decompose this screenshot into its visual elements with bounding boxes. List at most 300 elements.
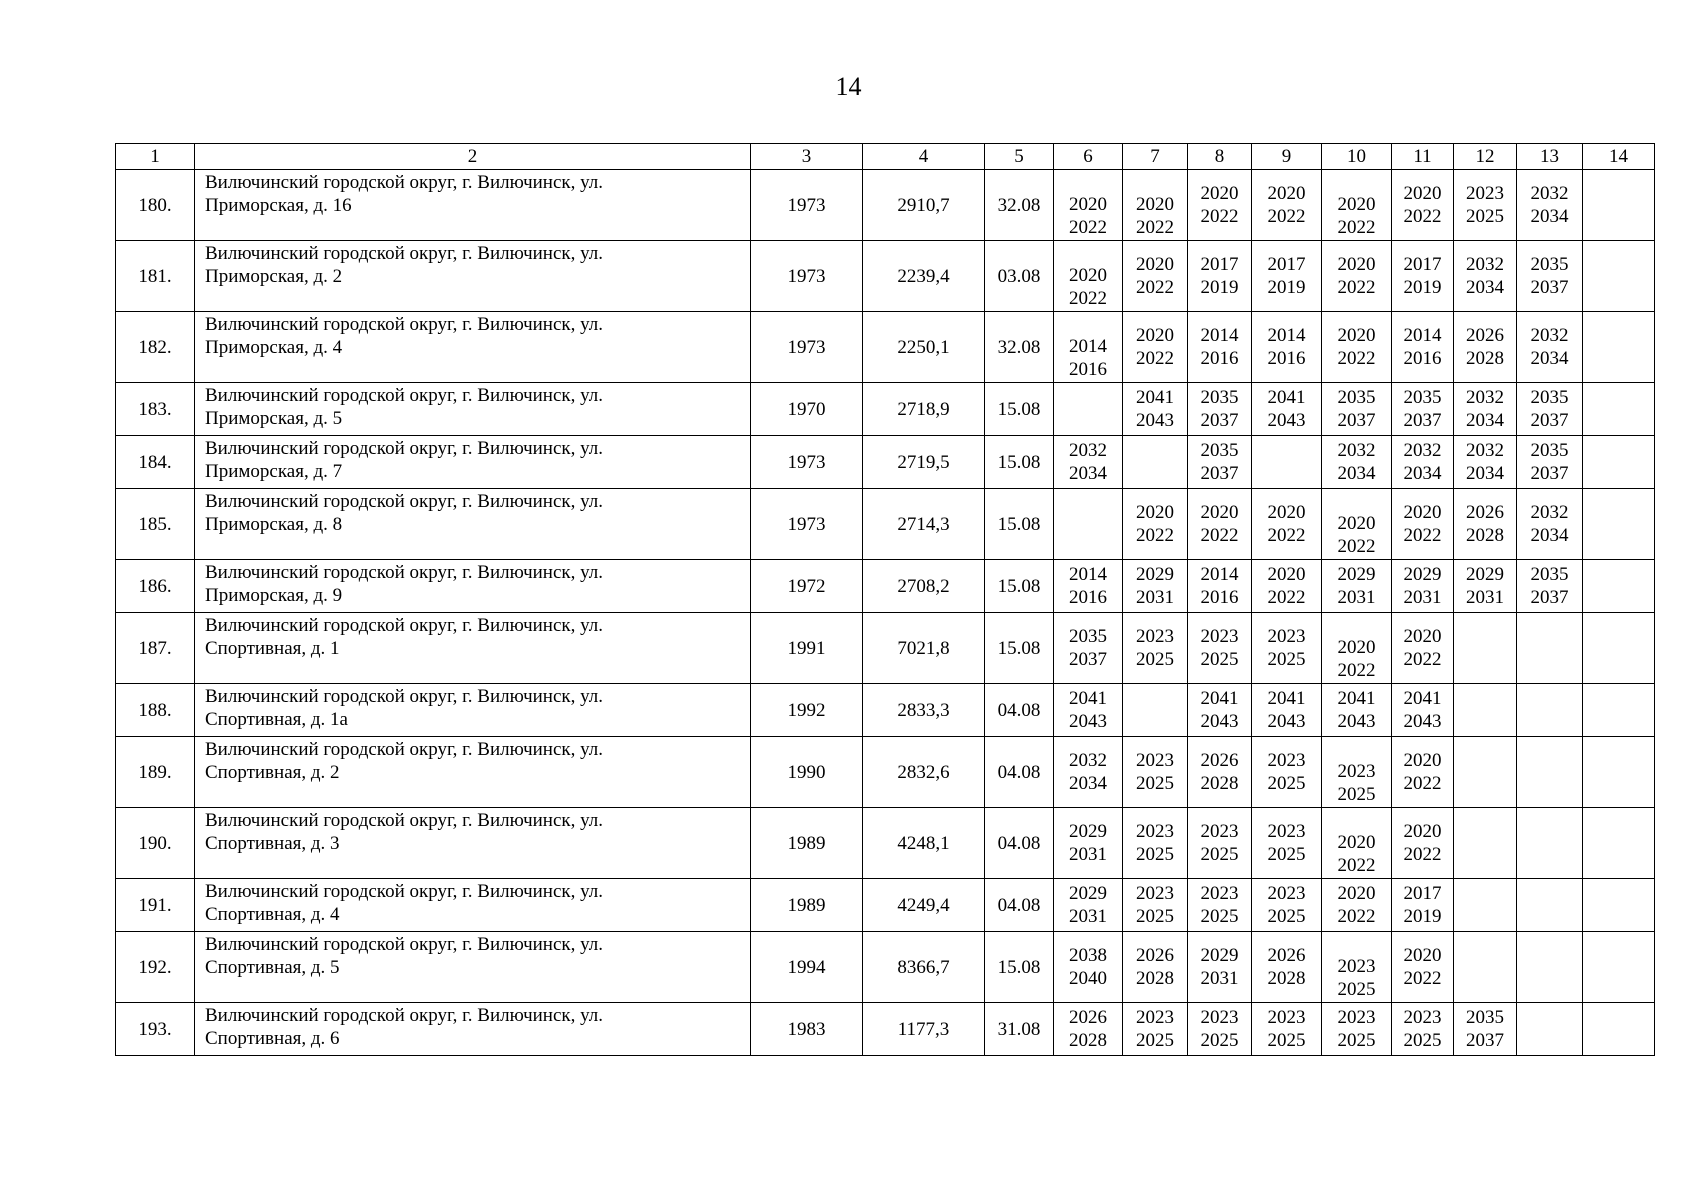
period-cell-7 bbox=[1123, 1003, 1188, 1056]
period-end: 2022 bbox=[1403, 525, 1442, 546]
period-end: 2034 bbox=[1530, 206, 1569, 227]
column-header: 7 bbox=[1123, 144, 1188, 170]
address-line-1: Вилючинский городской округ, г. Вилючинск, ул. bbox=[205, 172, 604, 193]
period-start: 2020 bbox=[1337, 513, 1376, 534]
period-start: 2041 bbox=[1337, 688, 1376, 709]
address-line-2: Приморская, д. 16 bbox=[205, 195, 352, 216]
address-line-1: Вилючинский городской округ, г. Вилючинск, ул. bbox=[205, 314, 604, 335]
period-end: 2037 bbox=[1403, 410, 1442, 431]
period-start: 2041 bbox=[1267, 387, 1306, 408]
period-cell-11 bbox=[1392, 170, 1454, 241]
period-cell-6 bbox=[1054, 436, 1123, 489]
period-cell-14 bbox=[1583, 560, 1655, 613]
period-cell-10 bbox=[1322, 170, 1392, 241]
period-start: 2032 bbox=[1069, 440, 1107, 461]
period-cell-11 bbox=[1392, 932, 1454, 1003]
period-cell-7 bbox=[1123, 879, 1188, 932]
period-start: 2023 bbox=[1337, 956, 1376, 977]
period-end: 2022 bbox=[1200, 206, 1239, 227]
period-end: 2043 bbox=[1200, 711, 1239, 732]
period-start: 2041 bbox=[1403, 688, 1442, 709]
code-value: 31.08 bbox=[985, 1003, 1054, 1056]
period-start: 2026 bbox=[1136, 945, 1174, 966]
period-cell-7 bbox=[1123, 684, 1188, 737]
period-cell-8 bbox=[1188, 241, 1252, 312]
period-end: 2016 bbox=[1267, 348, 1306, 369]
period-end: 2037 bbox=[1466, 1030, 1504, 1051]
period-start: 2035 bbox=[1466, 1007, 1504, 1028]
table-row bbox=[116, 560, 1655, 613]
period-end: 2025 bbox=[1466, 206, 1504, 227]
period-start: 2020 bbox=[1200, 502, 1239, 523]
period-cell-13 bbox=[1517, 560, 1583, 613]
period-cell-11 bbox=[1392, 737, 1454, 808]
period-cell-13 bbox=[1517, 241, 1583, 312]
period-start: 2023 bbox=[1200, 883, 1239, 904]
address-line-2: Приморская, д. 2 bbox=[205, 266, 343, 287]
period-cell-9 bbox=[1252, 560, 1322, 613]
period-end: 2025 bbox=[1136, 773, 1174, 794]
period-cell-10 bbox=[1322, 808, 1392, 879]
period-cell-6 bbox=[1054, 1003, 1123, 1056]
period-cell-7 bbox=[1123, 383, 1188, 436]
period-end: 2034 bbox=[1403, 463, 1442, 484]
area-value: 2250,1 bbox=[863, 312, 985, 383]
period-cell-8 bbox=[1188, 808, 1252, 879]
year-built: 1989 bbox=[751, 879, 863, 932]
period-start: 2020 bbox=[1403, 945, 1442, 966]
period-start: 2032 bbox=[1403, 440, 1442, 461]
period-cell-7 bbox=[1123, 312, 1188, 383]
period-start: 2020 bbox=[1403, 821, 1442, 842]
period-cell-7 bbox=[1123, 170, 1188, 241]
address-cell bbox=[195, 808, 751, 879]
period-cell-9 bbox=[1252, 879, 1322, 932]
period-cell-9 bbox=[1252, 312, 1322, 383]
address-cell bbox=[195, 1003, 751, 1056]
period-start: 2020 bbox=[1136, 502, 1174, 523]
address-line-1: Вилючинский городской округ, г. Вилючинск, ул. bbox=[205, 615, 604, 636]
address-line-2: Спортивная, д. 1а bbox=[205, 709, 348, 730]
period-start: 2032 bbox=[1466, 254, 1504, 275]
period-start: 2035 bbox=[1069, 626, 1107, 647]
column-header: 13 bbox=[1517, 144, 1583, 170]
column-header: 10 bbox=[1322, 144, 1392, 170]
period-start: 2023 bbox=[1267, 1007, 1306, 1028]
period-end: 2043 bbox=[1136, 410, 1174, 431]
address-line-2: Спортивная, д. 3 bbox=[205, 833, 340, 854]
column-header: 3 bbox=[751, 144, 863, 170]
period-cell-10 bbox=[1322, 312, 1392, 383]
period-end: 2022 bbox=[1337, 277, 1376, 298]
period-cell-10 bbox=[1322, 383, 1392, 436]
period-start: 2035 bbox=[1200, 387, 1239, 408]
address-line-2: Спортивная, д. 6 bbox=[205, 1028, 340, 1049]
period-cell-12 bbox=[1454, 737, 1517, 808]
area-value: 2714,3 bbox=[863, 489, 985, 560]
period-start: 2035 bbox=[1200, 440, 1239, 461]
column-header: 2 bbox=[195, 144, 751, 170]
period-cell-6 bbox=[1054, 312, 1123, 383]
period-end: 2022 bbox=[1136, 277, 1174, 298]
period-end: 2016 bbox=[1069, 359, 1107, 380]
address-cell bbox=[195, 436, 751, 489]
period-cell-12 bbox=[1454, 241, 1517, 312]
period-cell-9 bbox=[1252, 737, 1322, 808]
period-cell-7 bbox=[1123, 489, 1188, 560]
code-value: 15.08 bbox=[985, 436, 1054, 489]
code-value: 32.08 bbox=[985, 312, 1054, 383]
period-cell-9 bbox=[1252, 1003, 1322, 1056]
period-end: 2034 bbox=[1466, 277, 1504, 298]
table-row bbox=[116, 879, 1655, 932]
period-end: 2016 bbox=[1403, 348, 1442, 369]
year-built: 1990 bbox=[751, 737, 863, 808]
code-value: 15.08 bbox=[985, 489, 1054, 560]
area-value: 7021,8 bbox=[863, 613, 985, 684]
year-built: 1970 bbox=[751, 383, 863, 436]
period-start: 2035 bbox=[1530, 254, 1569, 275]
period-end: 2040 bbox=[1069, 968, 1107, 989]
period-cell-12 bbox=[1454, 170, 1517, 241]
period-cell-13 bbox=[1517, 932, 1583, 1003]
period-start: 2035 bbox=[1530, 440, 1569, 461]
period-end: 2022 bbox=[1136, 525, 1174, 546]
address-cell bbox=[195, 312, 751, 383]
period-cell-13 bbox=[1517, 170, 1583, 241]
period-cell-9 bbox=[1252, 613, 1322, 684]
period-start: 2020 bbox=[1337, 832, 1376, 853]
period-cell-13 bbox=[1517, 613, 1583, 684]
period-cell-12 bbox=[1454, 1003, 1517, 1056]
period-cell-12 bbox=[1454, 613, 1517, 684]
period-cell-14 bbox=[1583, 808, 1655, 879]
period-end: 2025 bbox=[1337, 979, 1376, 1000]
period-end: 2025 bbox=[1136, 649, 1174, 670]
period-start: 2020 bbox=[1267, 183, 1306, 204]
period-cell-14 bbox=[1583, 312, 1655, 383]
period-end: 2043 bbox=[1267, 410, 1306, 431]
period-end: 2025 bbox=[1136, 1030, 1174, 1051]
address-line-1: Вилючинский городской округ, г. Вилючинск, ул. bbox=[205, 438, 604, 459]
period-start: 2014 bbox=[1069, 336, 1107, 357]
row-number: 190. bbox=[116, 808, 195, 879]
period-end: 2022 bbox=[1403, 649, 1442, 670]
area-value: 2239,4 bbox=[863, 241, 985, 312]
period-end: 2043 bbox=[1267, 711, 1306, 732]
period-cell-9 bbox=[1252, 241, 1322, 312]
period-cell-9 bbox=[1252, 684, 1322, 737]
period-start: 2014 bbox=[1200, 564, 1239, 585]
period-end: 2028 bbox=[1069, 1030, 1107, 1051]
period-start: 2020 bbox=[1200, 183, 1239, 204]
period-cell-10 bbox=[1322, 241, 1392, 312]
column-header: 14 bbox=[1583, 144, 1655, 170]
period-start: 2020 bbox=[1337, 325, 1376, 346]
period-end: 2025 bbox=[1267, 844, 1306, 865]
period-start: 2020 bbox=[1069, 194, 1107, 215]
period-start: 2023 bbox=[1136, 626, 1174, 647]
period-start: 2035 bbox=[1530, 564, 1569, 585]
period-cell-12 bbox=[1454, 684, 1517, 737]
period-end: 2022 bbox=[1337, 906, 1376, 927]
period-end: 2034 bbox=[1530, 348, 1569, 369]
row-number: 186. bbox=[116, 560, 195, 613]
period-cell-9 bbox=[1252, 489, 1322, 560]
address-line-1: Вилючинский городской округ, г. Вилючинск, ул. bbox=[205, 1005, 604, 1026]
period-start: 2020 bbox=[1136, 325, 1174, 346]
period-cell-12 bbox=[1454, 879, 1517, 932]
period-cell-8 bbox=[1188, 1003, 1252, 1056]
period-end: 2016 bbox=[1200, 587, 1239, 608]
period-cell-13 bbox=[1517, 684, 1583, 737]
address-cell bbox=[195, 383, 751, 436]
period-end: 2022 bbox=[1337, 348, 1376, 369]
table-body bbox=[116, 170, 1655, 1056]
address-line-2: Приморская, д. 4 bbox=[205, 337, 343, 358]
period-cell-13 bbox=[1517, 383, 1583, 436]
period-cell-14 bbox=[1583, 170, 1655, 241]
period-cell-8 bbox=[1188, 312, 1252, 383]
period-end: 2022 bbox=[1069, 217, 1107, 238]
area-value: 8366,7 bbox=[863, 932, 985, 1003]
period-start: 2020 bbox=[1267, 502, 1306, 523]
period-cell-11 bbox=[1392, 312, 1454, 383]
period-start: 2020 bbox=[1403, 502, 1442, 523]
period-cell-7 bbox=[1123, 436, 1188, 489]
code-value: 04.08 bbox=[985, 737, 1054, 808]
address-line-1: Вилючинский городской округ, г. Вилючинск, ул. bbox=[205, 686, 604, 707]
period-cell-12 bbox=[1454, 489, 1517, 560]
year-built: 1994 bbox=[751, 932, 863, 1003]
period-cell-13 bbox=[1517, 1003, 1583, 1056]
period-start: 2023 bbox=[1200, 1007, 1239, 1028]
period-end: 2034 bbox=[1530, 525, 1569, 546]
period-start: 2029 bbox=[1466, 564, 1504, 585]
period-start: 2020 bbox=[1403, 183, 1442, 204]
period-end: 2031 bbox=[1466, 587, 1504, 608]
period-end: 2016 bbox=[1200, 348, 1239, 369]
period-start: 2032 bbox=[1530, 325, 1569, 346]
period-start: 2026 bbox=[1466, 502, 1504, 523]
row-number: 184. bbox=[116, 436, 195, 489]
column-header: 1 bbox=[116, 144, 195, 170]
period-end: 2022 bbox=[1136, 217, 1174, 238]
code-value: 32.08 bbox=[985, 170, 1054, 241]
period-cell-9 bbox=[1252, 383, 1322, 436]
period-cell-7 bbox=[1123, 613, 1188, 684]
year-built: 1973 bbox=[751, 241, 863, 312]
period-start: 2023 bbox=[1403, 1007, 1442, 1028]
period-start: 2020 bbox=[1337, 254, 1376, 275]
period-start: 2020 bbox=[1403, 750, 1442, 771]
period-end: 2022 bbox=[1267, 206, 1306, 227]
period-end: 2034 bbox=[1069, 773, 1107, 794]
period-cell-14 bbox=[1583, 684, 1655, 737]
period-cell-9 bbox=[1252, 808, 1322, 879]
period-cell-12 bbox=[1454, 808, 1517, 879]
period-cell-11 bbox=[1392, 808, 1454, 879]
period-end: 2022 bbox=[1337, 536, 1376, 557]
area-value: 2718,9 bbox=[863, 383, 985, 436]
period-cell-14 bbox=[1583, 879, 1655, 932]
period-cell-13 bbox=[1517, 879, 1583, 932]
address-cell bbox=[195, 560, 751, 613]
period-cell-14 bbox=[1583, 436, 1655, 489]
period-cell-8 bbox=[1188, 613, 1252, 684]
address-line-1: Вилючинский городской округ, г. Вилючинск, ул. bbox=[205, 810, 604, 831]
row-number: 189. bbox=[116, 737, 195, 808]
period-end: 2034 bbox=[1069, 463, 1107, 484]
period-cell-12 bbox=[1454, 312, 1517, 383]
period-cell-11 bbox=[1392, 436, 1454, 489]
period-start: 2026 bbox=[1200, 750, 1239, 771]
period-end: 2022 bbox=[1403, 773, 1442, 794]
year-built: 1973 bbox=[751, 489, 863, 560]
table-row bbox=[116, 312, 1655, 383]
column-header: 4 bbox=[863, 144, 985, 170]
period-cell-13 bbox=[1517, 312, 1583, 383]
period-end: 2019 bbox=[1403, 906, 1442, 927]
period-start: 2023 bbox=[1267, 626, 1306, 647]
housing-table bbox=[115, 143, 1655, 1056]
table-row bbox=[116, 932, 1655, 1003]
address-line-2: Спортивная, д. 4 bbox=[205, 904, 340, 925]
address-cell bbox=[195, 879, 751, 932]
period-cell-6 bbox=[1054, 737, 1123, 808]
period-cell-14 bbox=[1583, 737, 1655, 808]
address-line-1: Вилючинский городской округ, г. Вилючинск, ул. bbox=[205, 243, 604, 264]
period-cell-6 bbox=[1054, 613, 1123, 684]
period-start: 2020 bbox=[1337, 637, 1376, 658]
period-end: 2043 bbox=[1403, 711, 1442, 732]
period-end: 2022 bbox=[1337, 855, 1376, 876]
period-end: 2028 bbox=[1267, 968, 1306, 989]
period-cell-7 bbox=[1123, 808, 1188, 879]
period-end: 2022 bbox=[1337, 660, 1376, 681]
period-start: 2029 bbox=[1337, 564, 1376, 585]
table-row bbox=[116, 383, 1655, 436]
period-end: 2028 bbox=[1200, 773, 1239, 794]
period-cell-8 bbox=[1188, 436, 1252, 489]
period-cell-9 bbox=[1252, 932, 1322, 1003]
period-end: 2025 bbox=[1200, 906, 1239, 927]
table-row bbox=[116, 737, 1655, 808]
period-cell-10 bbox=[1322, 684, 1392, 737]
header-row bbox=[116, 144, 1655, 170]
address-line-1: Вилючинский городской округ, г. Вилючинск, ул. bbox=[205, 385, 604, 406]
period-end: 2037 bbox=[1200, 410, 1239, 431]
row-number: 192. bbox=[116, 932, 195, 1003]
period-cell-8 bbox=[1188, 170, 1252, 241]
period-start: 2023 bbox=[1136, 750, 1174, 771]
address-cell bbox=[195, 241, 751, 312]
code-value: 15.08 bbox=[985, 560, 1054, 613]
period-start: 2032 bbox=[1530, 502, 1569, 523]
period-start: 2014 bbox=[1069, 564, 1107, 585]
code-value: 03.08 bbox=[985, 241, 1054, 312]
address-cell bbox=[195, 170, 751, 241]
address-line-1: Вилючинский городской округ, г. Вилючинск, ул. bbox=[205, 881, 604, 902]
table-row bbox=[116, 684, 1655, 737]
period-start: 2032 bbox=[1530, 183, 1569, 204]
period-start: 2029 bbox=[1403, 564, 1442, 585]
period-cell-11 bbox=[1392, 560, 1454, 613]
period-end: 2037 bbox=[1530, 587, 1569, 608]
year-built: 1973 bbox=[751, 170, 863, 241]
area-value: 2833,3 bbox=[863, 684, 985, 737]
period-cell-13 bbox=[1517, 489, 1583, 560]
period-start: 2035 bbox=[1337, 387, 1376, 408]
area-value: 2832,6 bbox=[863, 737, 985, 808]
period-start: 2023 bbox=[1200, 821, 1239, 842]
period-end: 2031 bbox=[1200, 968, 1239, 989]
period-cell-8 bbox=[1188, 737, 1252, 808]
period-end: 2028 bbox=[1466, 348, 1504, 369]
period-start: 2020 bbox=[1403, 626, 1442, 647]
period-start: 2029 bbox=[1200, 945, 1239, 966]
period-end: 2025 bbox=[1200, 649, 1239, 670]
period-cell-9 bbox=[1252, 436, 1322, 489]
area-value: 2910,7 bbox=[863, 170, 985, 241]
address-line-2: Приморская, д. 8 bbox=[205, 514, 343, 535]
period-cell-11 bbox=[1392, 613, 1454, 684]
period-end: 2037 bbox=[1530, 277, 1569, 298]
period-cell-12 bbox=[1454, 932, 1517, 1003]
page-number: 14 bbox=[835, 72, 862, 101]
code-value: 04.08 bbox=[985, 808, 1054, 879]
area-value: 2708,2 bbox=[863, 560, 985, 613]
period-cell-6 bbox=[1054, 383, 1123, 436]
period-start: 2014 bbox=[1403, 325, 1442, 346]
period-end: 2031 bbox=[1403, 587, 1442, 608]
address-cell bbox=[195, 613, 751, 684]
period-end: 2031 bbox=[1136, 587, 1174, 608]
period-end: 2025 bbox=[1267, 906, 1306, 927]
period-cell-9 bbox=[1252, 170, 1322, 241]
row-number: 183. bbox=[116, 383, 195, 436]
period-cell-6 bbox=[1054, 808, 1123, 879]
period-start: 2041 bbox=[1136, 387, 1174, 408]
period-cell-7 bbox=[1123, 932, 1188, 1003]
address-line-2: Спортивная, д. 5 bbox=[205, 957, 340, 978]
period-cell-8 bbox=[1188, 560, 1252, 613]
period-end: 2022 bbox=[1267, 525, 1306, 546]
period-end: 2037 bbox=[1069, 649, 1107, 670]
table-row bbox=[116, 808, 1655, 879]
period-cell-13 bbox=[1517, 737, 1583, 808]
period-cell-12 bbox=[1454, 383, 1517, 436]
address-cell bbox=[195, 737, 751, 808]
column-header: 9 bbox=[1252, 144, 1322, 170]
period-start: 2014 bbox=[1200, 325, 1239, 346]
period-end: 2037 bbox=[1337, 410, 1376, 431]
period-start: 2032 bbox=[1466, 440, 1504, 461]
period-end: 2022 bbox=[1403, 844, 1442, 865]
period-end: 2034 bbox=[1466, 410, 1504, 431]
period-end: 2037 bbox=[1530, 410, 1569, 431]
period-end: 2025 bbox=[1267, 773, 1306, 794]
period-start: 2020 bbox=[1337, 194, 1376, 215]
period-end: 2025 bbox=[1136, 906, 1174, 927]
period-end: 2031 bbox=[1069, 906, 1107, 927]
period-start: 2023 bbox=[1337, 761, 1376, 782]
period-cell-7 bbox=[1123, 560, 1188, 613]
code-value: 15.08 bbox=[985, 932, 1054, 1003]
period-cell-14 bbox=[1583, 1003, 1655, 1056]
period-start: 2023 bbox=[1136, 883, 1174, 904]
period-end: 2022 bbox=[1267, 587, 1306, 608]
